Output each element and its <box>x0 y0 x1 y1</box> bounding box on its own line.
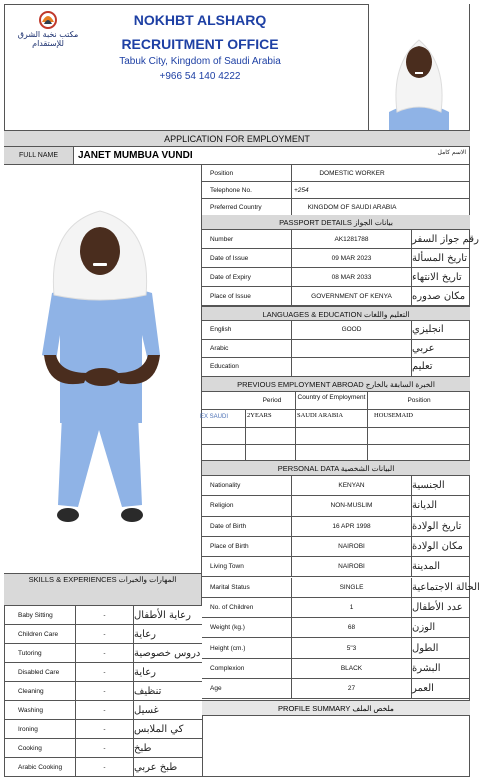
passport-row-value: 09 MAR 2023 <box>292 249 412 267</box>
personal-row-arabic: مكان الولادة <box>412 541 463 553</box>
personal-row-label: Place of Birth <box>210 537 292 556</box>
personal-row-label: Religion <box>210 496 292 515</box>
language-row-label: Arabic <box>210 340 292 358</box>
passport-row-label: Place of Issue <box>210 287 292 305</box>
full-name-arabic: الاسم كامل <box>437 149 466 156</box>
skill-row-value: - <box>76 644 134 662</box>
table-divider <box>202 427 470 428</box>
personal-row <box>202 659 470 679</box>
personal-row-value: SINGLE <box>292 578 412 597</box>
company-name: NOKHBT ALSHARQ <box>133 12 267 28</box>
skills-section-title: SKILLS & EXPERIENCES المهارات والخبرات <box>4 573 202 606</box>
skill-row <box>4 739 202 758</box>
passport-row <box>202 249 470 268</box>
employment-section-title: PREVIOUS EMPLOYMENT ABROAD الخبرة السابقة بالخارج <box>202 377 470 392</box>
detail-value: +254 <box>294 186 309 194</box>
personal-row-label: No. of Children <box>210 598 292 617</box>
skill-row <box>4 701 202 720</box>
full-name-value: JANET MUMBUA VUNDI <box>78 150 193 161</box>
details-section <box>202 165 470 215</box>
skill-row <box>4 625 202 644</box>
personal-row-label: Complexion <box>210 659 292 678</box>
language-row-value <box>292 358 412 376</box>
personal-row-arabic: العمر <box>412 683 434 695</box>
company-address: Tabuk City, Kingdom of Saudi Arabia <box>119 56 281 67</box>
personal-row-value: NAIROBI <box>292 537 412 556</box>
personal-row <box>202 638 470 658</box>
skill-row-arabic: رعاية <box>134 628 156 640</box>
personal-section <box>202 476 480 700</box>
personal-row <box>202 598 470 618</box>
office-name: RECRUITMENT OFFICE <box>121 36 279 52</box>
personal-row-arabic: المدينة <box>412 561 441 573</box>
passport-row-arabic: رقم جواز السفر <box>412 233 479 245</box>
personal-row <box>202 537 470 557</box>
skill-row-label: Disabled Care <box>18 663 76 681</box>
employment-header <box>202 392 470 410</box>
passport-row <box>202 268 470 287</box>
personal-row <box>202 476 470 496</box>
personal-row-arabic: الديانة <box>412 500 438 512</box>
personal-row-label: Age <box>210 679 292 698</box>
personal-row-label: Date of Birth <box>210 517 292 536</box>
detail-label: Position <box>210 165 292 181</box>
personal-row-arabic: تاريخ الولادة <box>412 520 462 532</box>
personal-row-arabic: الطول <box>412 642 439 654</box>
language-row-label: Education <box>210 358 292 376</box>
skill-row-arabic: رعاية <box>134 666 156 678</box>
language-row <box>202 358 470 377</box>
language-row-arabic: عربي <box>412 342 435 354</box>
detail-label: Preferred Country <box>210 199 292 215</box>
personal-row-label: Nationality <box>210 476 292 495</box>
personal-row-value: 5"3 <box>292 638 412 657</box>
skill-row-value: - <box>76 606 134 624</box>
personal-row-arabic: البشرة <box>412 662 441 674</box>
passport-section-title: PASSPORT DETAILS بيانات الجواز <box>202 215 470 230</box>
passport-row-arabic: تاريخ الانتهاء <box>412 271 462 283</box>
passport-row-arabic: مكان صدوره <box>412 290 466 302</box>
skill-row-arabic: كي الملابس <box>134 723 184 735</box>
skill-row-value: - <box>76 739 134 757</box>
full-name-label: FULL NAME <box>4 147 74 164</box>
employment-country-label: EX SAUDI <box>200 414 229 420</box>
skill-row <box>4 663 202 682</box>
skill-row-arabic: طبخ عربي <box>134 761 178 773</box>
skill-row <box>4 682 202 701</box>
full-name-row <box>4 147 470 165</box>
personal-row-value: 1 <box>292 598 412 617</box>
skill-row-arabic: طبخ <box>134 742 152 754</box>
profile-summary-title: PROFILE SUMMARY ملخص الملف <box>202 700 470 716</box>
personal-row-value: NAIROBI <box>292 557 412 576</box>
personal-row-label: Living Town <box>210 557 292 576</box>
passport-section <box>202 230 479 306</box>
employment-table <box>202 410 470 460</box>
language-row-value: GOOD <box>292 321 412 339</box>
language-row-arabic: انجليزي <box>412 324 444 336</box>
languages-section <box>202 321 470 377</box>
detail-label: Telephone No. <box>210 182 292 198</box>
table-divider <box>202 444 470 445</box>
profile-summary-box <box>202 716 203 777</box>
passport-row-label: Number <box>210 230 292 248</box>
personal-row-label: Height (cm.) <box>210 638 292 657</box>
personal-row-label: Weight (kg.) <box>210 618 292 637</box>
skill-row-value: - <box>76 720 134 738</box>
detail-row <box>202 199 470 216</box>
portrait-photo <box>368 4 470 130</box>
language-row-value <box>292 340 412 358</box>
skill-row-arabic: دروس خصوصية <box>134 647 201 659</box>
personal-row-value: 27 <box>292 679 412 698</box>
skill-row-label: Tutoring <box>18 644 76 662</box>
personal-row-value: KENYAN <box>292 476 412 495</box>
language-row-arabic: تعليم <box>412 361 433 373</box>
passport-row-value: GOVERNMENT OF KENYA <box>292 287 412 305</box>
skill-row <box>4 720 202 739</box>
personal-row-value: 16 APR 1998 <box>292 517 412 536</box>
skill-row-value: - <box>76 663 134 681</box>
skill-row-value: - <box>76 701 134 719</box>
skill-row-arabic: غسيل <box>134 704 159 716</box>
personal-row-label: Marital Status <box>210 578 292 597</box>
company-phone: +966 54 140 4222 <box>159 71 241 82</box>
languages-section-title: LANGUAGES & EDUCATION التعليم واللغات <box>202 306 470 321</box>
personal-section-title: PERSONAL DATA البيانات الشخصية <box>202 460 470 476</box>
personal-row-arabic: الجنسية <box>412 480 445 492</box>
passport-row-label: Date of Expiry <box>210 268 292 286</box>
personal-row-value: BLACK <box>292 659 412 678</box>
skill-row-label: Arabic Cooking <box>18 758 76 776</box>
skill-row-value: - <box>76 625 134 643</box>
language-row-label: English <box>210 321 292 339</box>
language-row <box>202 340 470 359</box>
full-body-photo <box>4 165 202 573</box>
passport-row-label: Date of Issue <box>210 249 292 267</box>
passport-row <box>202 287 470 306</box>
table-divider <box>367 410 368 460</box>
personal-row-value: 68 <box>292 618 412 637</box>
table-divider <box>295 410 296 460</box>
employment-header-position: Position <box>367 392 470 410</box>
skill-row-label: Children Care <box>18 625 76 643</box>
employment-period: 2YEARS <box>247 412 272 419</box>
employment-header-country: Country of Employment <box>295 392 367 410</box>
employment-country: SAUDI ARABIA <box>297 412 344 419</box>
passport-row-value: AK1281788 <box>292 230 412 248</box>
skill-row-label: Baby Sitting <box>18 606 76 624</box>
detail-row <box>202 165 470 182</box>
detail-value: KINGDOM OF SAUDI ARABIA <box>307 203 397 211</box>
company-logo <box>8 10 88 54</box>
personal-row <box>202 578 480 598</box>
personal-row <box>202 517 470 537</box>
form-title: APPLICATION FOR EMPLOYMENT <box>4 131 470 147</box>
personal-row <box>202 496 470 516</box>
table-divider <box>245 410 246 460</box>
skill-row-value: - <box>76 682 134 700</box>
skill-row-arabic: تنظيف <box>134 685 162 697</box>
personal-row <box>202 618 470 638</box>
employment-header-period: Period <box>262 397 282 404</box>
skill-row-label: Cleaning <box>18 682 76 700</box>
skill-row-arabic: رعاية الأطفال <box>134 609 191 621</box>
skill-row <box>4 644 202 663</box>
skill-row-label: Ironing <box>18 720 76 738</box>
skill-row <box>4 606 202 625</box>
personal-row <box>202 679 470 699</box>
detail-value: DOMESTIC WORKER <box>319 169 385 177</box>
skill-row-value: - <box>76 758 134 776</box>
passport-row <box>202 230 479 249</box>
skill-row <box>4 758 202 777</box>
personal-row-arabic: عدد الأطفال <box>412 601 463 613</box>
passport-row-value: 08 MAR 2033 <box>292 268 412 286</box>
language-row <box>202 321 470 340</box>
detail-row <box>202 182 470 199</box>
skill-row-label: Cooking <box>18 739 76 757</box>
skills-section <box>4 606 202 777</box>
personal-row <box>202 557 470 577</box>
logo-text: مكتب نخبة الشرق للإستقدام <box>17 30 79 48</box>
personal-row-arabic: الحالة الاجتماعية <box>412 581 480 593</box>
employment-position: HOUSEMAID <box>374 412 413 419</box>
personal-row-arabic: الوزن <box>412 622 436 634</box>
skill-row-label: Washing <box>18 701 76 719</box>
personal-row-value: NON-MUSLIM <box>292 496 412 515</box>
passport-row-arabic: تاريخ المسألة <box>412 252 468 264</box>
